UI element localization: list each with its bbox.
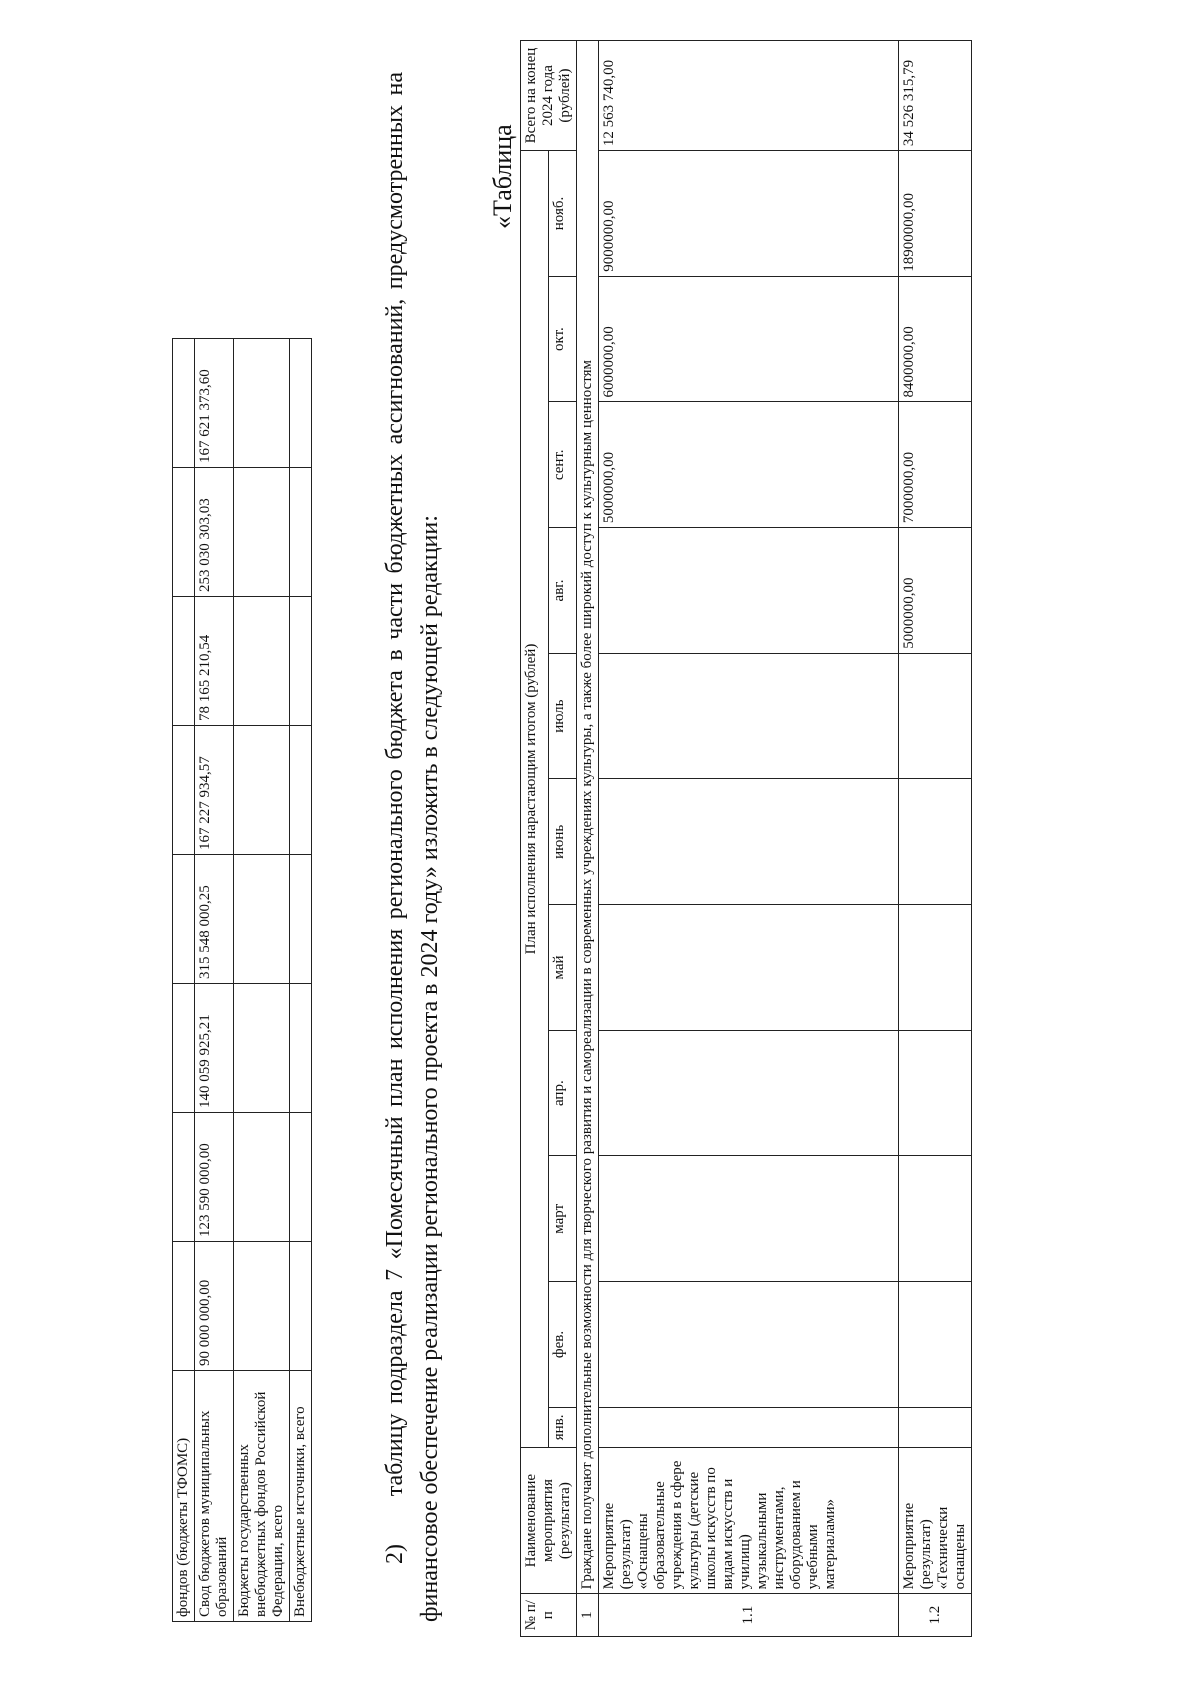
month-value bbox=[599, 1282, 899, 1408]
summary-cell: 167 621 373,60 bbox=[195, 339, 234, 468]
month-value: 18900000,00 bbox=[899, 151, 972, 277]
summary-cell bbox=[234, 726, 290, 855]
row-total: 12 563 740,00 bbox=[599, 41, 899, 151]
month-value bbox=[899, 1030, 972, 1156]
month-value: 5000000,00 bbox=[599, 402, 899, 528]
summary-cell bbox=[290, 1242, 312, 1371]
row-total: 34 526 315,79 bbox=[899, 41, 972, 151]
summary-cell: 78 165 210,54 bbox=[195, 597, 234, 726]
row-name: Мероприятие (результат) «Технически оснащены bbox=[899, 1447, 972, 1593]
header-month: апр. bbox=[549, 1030, 577, 1156]
summary-row-label: Внебюджетные источники, всего bbox=[290, 1371, 312, 1622]
month-value: 5000000,00 bbox=[899, 528, 972, 654]
month-value bbox=[899, 1156, 972, 1282]
monthly-plan-table bbox=[520, 40, 972, 1637]
amendment-paragraph bbox=[378, 72, 448, 1622]
month-value bbox=[899, 779, 972, 905]
summary-row bbox=[195, 339, 234, 1622]
header-name: Наименование мероприятия (результата) bbox=[521, 1447, 577, 1593]
month-value: 9000000,00 bbox=[599, 151, 899, 277]
summary-cell bbox=[173, 726, 195, 855]
table-row bbox=[599, 41, 899, 1637]
summary-cell bbox=[234, 597, 290, 726]
summary-cell bbox=[290, 1113, 312, 1242]
summary-cell: 140 059 925,21 bbox=[195, 984, 234, 1113]
summary-cell bbox=[290, 855, 312, 984]
header-month: янв. bbox=[549, 1407, 577, 1447]
month-value bbox=[599, 528, 899, 654]
month-value bbox=[599, 653, 899, 779]
summary-cell bbox=[234, 1242, 290, 1371]
summary-cell bbox=[290, 468, 312, 597]
summary-row-label: Свод бюджетов муниципальных образований bbox=[195, 1371, 234, 1622]
summary-cell bbox=[173, 339, 195, 468]
summary-cell bbox=[173, 597, 195, 726]
table-row bbox=[899, 41, 972, 1637]
summary-cell bbox=[173, 984, 195, 1113]
header-month: авг. bbox=[549, 528, 577, 654]
summary-cell bbox=[234, 984, 290, 1113]
month-value: 6000000,00 bbox=[599, 276, 899, 402]
paragraph-number: 2) bbox=[382, 1544, 408, 1564]
row-num: 1.1 bbox=[599, 1594, 899, 1637]
header-month: нояб. bbox=[549, 151, 577, 277]
summary-cell bbox=[234, 1113, 290, 1242]
header-month: июнь bbox=[549, 779, 577, 905]
month-value bbox=[599, 1030, 899, 1156]
summary-cell: 123 590 000,00 bbox=[195, 1113, 234, 1242]
section-title: Граждане получают дополнительные возможности для творческого развития и самореализации в современных учреждениях культуры, а также более широкий доступ к культурным ценностям bbox=[577, 41, 599, 1594]
summary-row-label: фондов (бюджеты ТФОМС) bbox=[173, 1371, 195, 1622]
summary-cell bbox=[173, 1113, 195, 1242]
month-value bbox=[599, 1156, 899, 1282]
header-month: июль bbox=[549, 653, 577, 779]
month-value bbox=[599, 905, 899, 1031]
summary-cell bbox=[290, 597, 312, 726]
month-value bbox=[599, 779, 899, 905]
summary-cell: 315 548 000,25 bbox=[195, 855, 234, 984]
row-name: Мероприятие (результат) «Оснащены образовательные учреждения в сфере культуры (детские школы искусств по видам искусств и училищ) музыкальными инструментами, оборудованием и учебными материалами» bbox=[599, 1447, 899, 1593]
summary-cell bbox=[173, 468, 195, 597]
summary-cell: 90 000 000,00 bbox=[195, 1242, 234, 1371]
section-num: 1 bbox=[577, 1594, 599, 1637]
summary-row bbox=[234, 339, 290, 1622]
summary-cell bbox=[173, 1242, 195, 1371]
summary-cell bbox=[290, 726, 312, 855]
month-value: 7000000,00 bbox=[899, 402, 972, 528]
header-total: Всего на конец 2024 года (рублей) bbox=[521, 41, 577, 151]
summary-cell: 167 227 934,57 bbox=[195, 726, 234, 855]
header-month: май bbox=[549, 905, 577, 1031]
summary-cell bbox=[290, 984, 312, 1113]
row-num: 1.2 bbox=[899, 1594, 972, 1637]
month-value bbox=[899, 1407, 972, 1447]
summary-cell bbox=[290, 339, 312, 468]
summary-cell bbox=[234, 339, 290, 468]
month-value: 8400000,00 bbox=[899, 276, 972, 402]
month-value bbox=[599, 1407, 899, 1447]
summary-cell bbox=[234, 468, 290, 597]
header-num: № п/п bbox=[521, 1594, 577, 1637]
paragraph-text: таблицу подраздела 7 «Помесячный план исполнения регионального бюджета в части бюджетных ассигнований, предусмотренных на финансовое обеспечение реализации регионального проекта в 2024 году» изложить в следующей редакции: bbox=[382, 71, 443, 1622]
header-month: сент. bbox=[549, 402, 577, 528]
header-month: март bbox=[549, 1156, 577, 1282]
summary-row-label: Бюджеты государственных внебюджетных фондов Российской Федерации, всего bbox=[234, 1371, 290, 1622]
summary-row bbox=[290, 339, 312, 1622]
table-caption: «Таблица bbox=[488, 124, 517, 229]
summary-row bbox=[173, 339, 195, 1622]
header-month: фев. bbox=[549, 1282, 577, 1408]
summary-cell: 253 030 303,03 bbox=[195, 468, 234, 597]
month-value bbox=[899, 1282, 972, 1408]
summary-cell bbox=[234, 855, 290, 984]
summary-cell bbox=[173, 855, 195, 984]
budget-summary-table bbox=[172, 338, 312, 1622]
header-month: окт. bbox=[549, 276, 577, 402]
month-value bbox=[899, 653, 972, 779]
month-value bbox=[899, 905, 972, 1031]
header-plan: План исполнения нарастающим итогом (рублей) bbox=[521, 151, 549, 1448]
